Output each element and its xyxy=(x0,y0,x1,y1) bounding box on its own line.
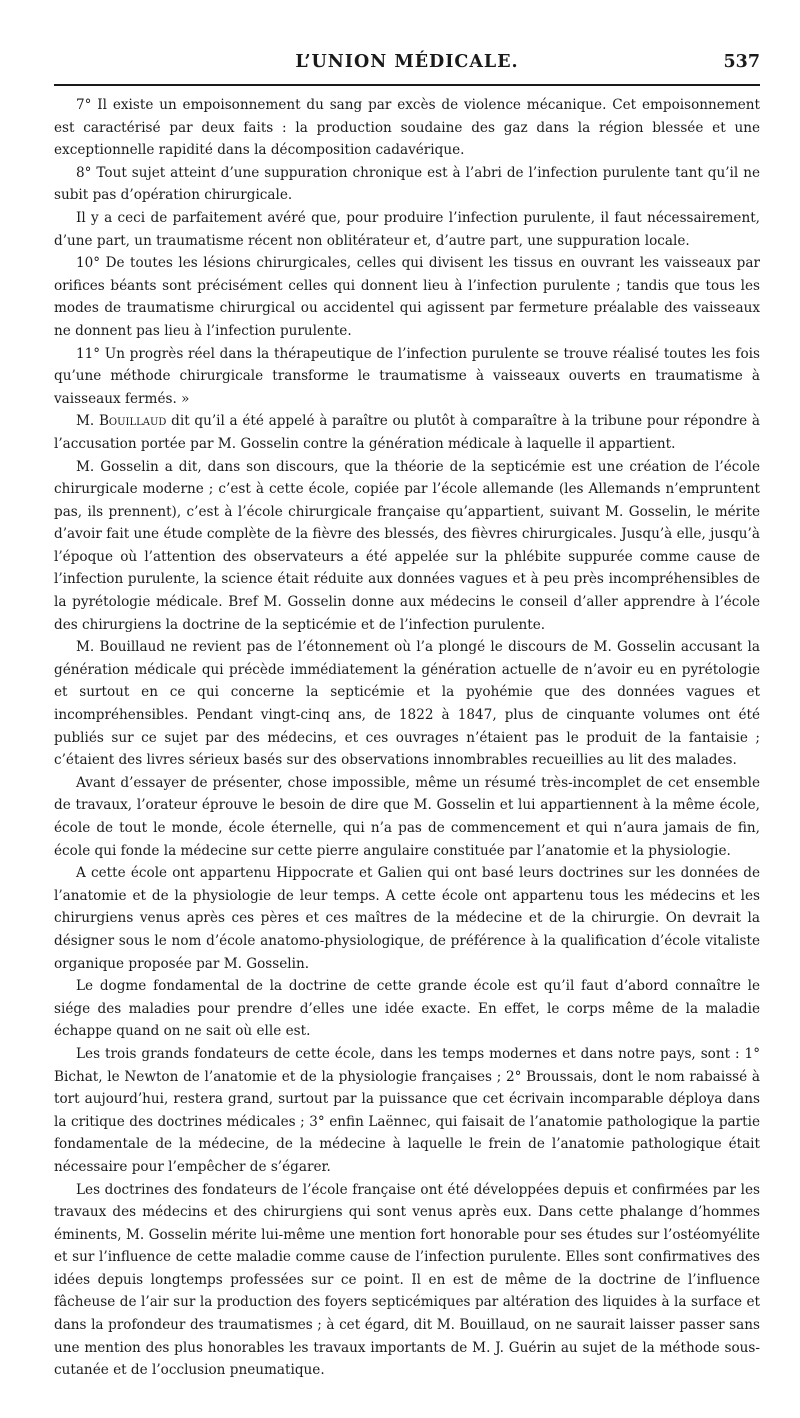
paragraph-9: Il y a ceci de parfaitement avéré que, pour produire l’infection purulente, il faut nécessairement, d’une part, un traumatisme récent non oblitérateur et, d’autre part, une suppuration locale. xyxy=(54,209,760,249)
running-header xyxy=(54,50,760,86)
paragraph-bouillaud-intro xyxy=(54,410,760,455)
body-text xyxy=(54,94,760,1382)
paragraph-same-school: Avant d’essayer de présenter, chose impossible, même un résumé très-incomplet de cet ensemble de travaux, l’orateur éprouve le besoin de dire que M. Gosselin et lui appartiennent à la même école, école de tout le monde, école éternelle, qui n’a pas de commencement et qui n’aura jamais de fin, école qui fonde la médecine sur cette pierre angulaire constituée par l’anatomie et la physiologie. xyxy=(54,774,760,859)
speaker-name: M. Bouillaud xyxy=(76,413,167,430)
paragraph-hippocrate-galien: A cette école ont appartenu Hippocrate et Galien qui ont basé leurs doctrines sur les données de l’anatomie et de la physiologie de leur temps. A cette école ont appartenu tous les médecins et les chirurgiens venus après ces pères et ces maîtres de la médecine et de la chirurgie. On devrait la désigner sous le nom d’école anatomo-physiologique, de préférence à la qualification d’école vitaliste organique proposée par M. Gosselin. xyxy=(54,865,760,972)
paragraph-bouillaud-intro-text: dit qu’il a été appelé à paraître ou plutôt à comparaître à la tribune pour répondre à l’accusation portée par M. Gosselin contre la génération médicale à laquelle il appartient. xyxy=(54,413,760,452)
paragraph-8: 8° Tout sujet atteint d’une suppuration chronique est à l’abri de l’infection purulente tant qu’il ne subit pas d’opération chirurgicale. xyxy=(54,164,760,204)
journal-title: L’UNION MÉDICALE. xyxy=(295,52,519,72)
paragraph-three-founders: Les trois grands fondateurs de cette école, dans les temps modernes et dans notre pays, sont : 1° Bichat, le Newton de l’anatomie et de la physiologie françaises ; 2° Broussais, dont le nom rabaissé à tort aujourd’hui, restera grand, surtout par la puissance que cet écrivain incomparable déploya dans la critique des doctrines médicales ; 3° enfin Laënnec, qui faisait de l’anatomie pathologique la partie fondamentale de la médecine, de la médecine à laquelle le frein de l’anatomie pathologique était nécessaire pour l’empêcher de s’égarer. xyxy=(54,1045,760,1175)
page-number: 537 xyxy=(723,52,760,72)
paragraph-10: 10° De toutes les lésions chirurgicales, celles qui divisent les tissus en ouvrant les vaisseaux par orifices béants sont précisément celles qui donnent lieu à l’infection purulente ; tandis que tous les modes de traumatisme chirurgical ou accidentel qui agissent par fermeture préalable des vaisseaux ne donnent pas lieu à l’infection purulente. xyxy=(54,255,760,339)
paragraph-7: 7° Il existe un empoisonnement du sang par excès de violence mécanique. Cet empoisonnement est caractérisé par deux faits : la production soudaine des gaz dans la région blessée et une exceptionnelle rapidité dans la décomposition cadavérique. xyxy=(54,97,760,159)
paragraph-bouillaud-astonishment: M. Bouillaud ne revient pas de l’étonnement où l’a plongé le discours de M. Gosselin accusant la génération médicale qui précède immédiatement la génération actuelle de n’avoir eu en pyrétologie et surtout en ce qui concerne la septicémie et la pyohémie que des données vagues et incompréhensibles. Pendant vingt-cinq ans, de 1822 à 1847, plus de cinquante volumes ont été publiés sur ce sujet par des médecins, et ces ouvrages n’étaient pas le produit de la fantaisie ; c’étaient des livres sérieux basés sur des observations innombrables recueillies au lit des malades. xyxy=(54,639,760,769)
paragraph-11: 11° Un progrès réel dans la thérapeutique de l’infection purulente se trouve réalisé toutes les fois qu’une méthode chirurgicale transforme le traumatisme à vaisseaux ouverts en traumatisme à vaisseaux fermés. » xyxy=(54,345,760,407)
paragraph-fundamental-dogma: Le dogme fondamental de la doctrine de cette grande école est qu’il faut d’abord connaître le siége des maladies pour prendre d’elles une idée exacte. En effet, le corps même de la maladie échappe quand on ne sait où elle est. xyxy=(54,978,760,1040)
paragraph-doctrines-developed: Les doctrines des fondateurs de l’école française ont été développées depuis et confirmées par les travaux des médecins et des chirurgiens qui sont venus après eux. Dans cette phalange d’hommes éminents, M. Gosselin mérite lui-même une mention fort honorable pour ses études sur l’ostéomyélite et sur l’influence de cette maladie comme cause de l’infection purulente. Elles sont confirmatives des idées depuis longtemps professées sur ce point. Il en est de même de la doctrine de l’influence fâcheuse de l’air sur la production des foyers septicémiques par altération des liquides à la surface et dans la profondeur des traumatismes ; à cet égard, dit M. Bouillaud, on ne saurait laisser passer sans une mention des plus honorables les travaux importants de M. J. Guérin au sujet de la méthode sous-cutanée et de l’occlusion pneumatique. xyxy=(54,1181,760,1379)
paragraph-gosselin-discourse: M. Gosselin a dit, dans son discours, que la théorie de la septicémie est une création de l’école chirurgicale moderne ; c’est à cette école, copiée par l’école allemande (les Allemands n’empruntent pas, ils prennent), c’est à l’école chirurgicale française qu’appartient, suivant M. Gosselin, le mérite d’avoir fait une étude complète de la fièvre des blessés, des fièvres chirurgicales. Jusqu’à elle, jusqu’à l’époque où l’attention des observateurs a été appelée sur la phlébite suppurée comme cause de l’infection purulente, la science était réduite aux données vagues et à peu près incompréhensibles de la pyrétologie médicale. Bref M. Gosselin donne aux médecins le conseil d’aller apprendre à l’école des chirurgiens la doctrine de la septicémie et de l’infection purulente. xyxy=(54,458,760,633)
